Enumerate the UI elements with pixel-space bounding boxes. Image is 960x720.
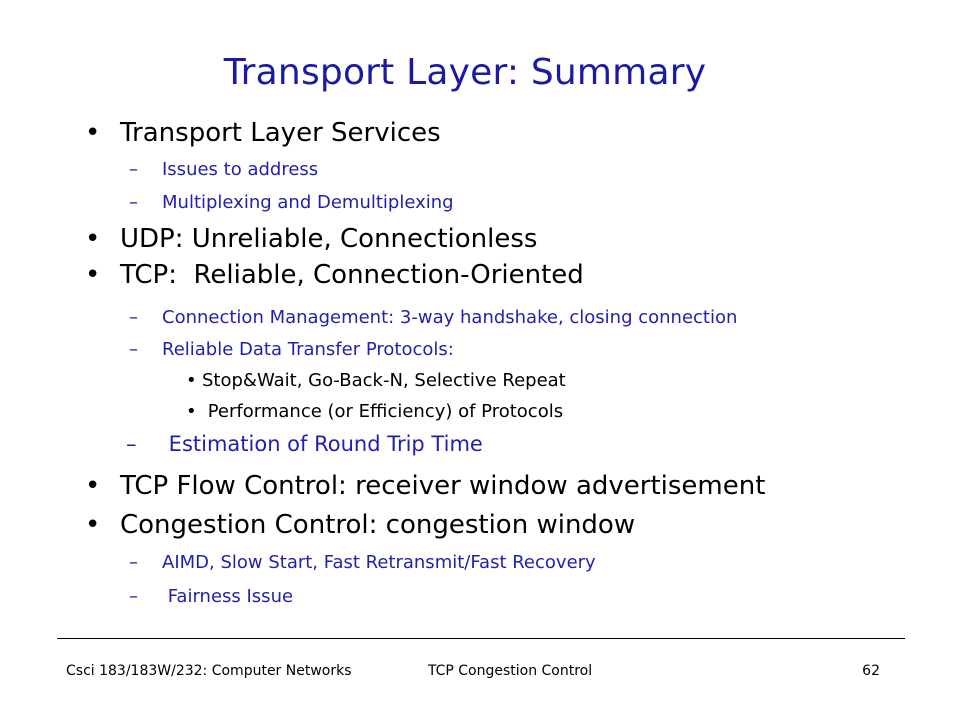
bullet-item xyxy=(85,471,766,501)
dash-marker: – xyxy=(129,552,138,573)
footer-divider xyxy=(57,638,905,639)
sub-sub-item-text: Stop&Wait, Go-Back-N, Selective Repeat xyxy=(202,370,566,391)
sub-item xyxy=(129,307,738,328)
dash-marker: – xyxy=(129,159,138,180)
sub-item-text: Reliable Data Transfer Protocols: xyxy=(162,339,454,360)
sub-item xyxy=(129,339,454,360)
sub-sub-item xyxy=(186,370,566,391)
bullet-marker: • xyxy=(85,510,101,540)
bullet-marker: • xyxy=(85,118,101,148)
bullet-marker: • xyxy=(85,224,101,254)
sub-item-text: Issues to address xyxy=(162,159,319,180)
bullet-marker: • xyxy=(186,370,197,391)
dash-marker: – xyxy=(129,586,138,607)
bullet-marker: • xyxy=(85,260,101,290)
sub-item-text: Connection Management: 3-way handshake, closing connection xyxy=(162,307,738,328)
sub-item-text: Estimation of Round Trip Time xyxy=(162,432,483,456)
bullet-text: TCP Flow Control: receiver window advertisement xyxy=(120,471,766,501)
dash-marker: – xyxy=(129,339,138,360)
sub-item xyxy=(129,552,596,573)
bullet-item xyxy=(85,224,538,254)
sub-item xyxy=(129,159,319,180)
bullet-marker: • xyxy=(186,401,197,422)
bullet-text: TCP: Reliable, Connection-Oriented xyxy=(120,260,584,290)
footer-page-number: 62 xyxy=(862,663,880,679)
sub-item-text: Fairness Issue xyxy=(162,586,294,607)
bullet-marker: • xyxy=(85,471,101,501)
footer-course: Csci 183/183W/232: Computer Networks xyxy=(66,663,352,679)
bullet-text: Congestion Control: congestion window xyxy=(120,510,636,540)
sub-sub-item-text: Performance (or Efficiency) of Protocols xyxy=(202,401,564,422)
sub-item xyxy=(129,586,294,607)
footer-topic: TCP Congestion Control xyxy=(427,663,593,679)
dash-marker: – xyxy=(129,192,138,213)
bullet-text: UDP: Unreliable, Connectionless xyxy=(120,224,538,254)
bullet-item xyxy=(85,510,636,540)
bullet-item xyxy=(85,260,584,290)
sub-sub-item xyxy=(186,401,564,422)
dash-marker: – xyxy=(126,432,137,456)
sub-item-text: AIMD, Slow Start, Fast Retransmit/Fast Recovery xyxy=(162,552,596,573)
sub-item-text: Multiplexing and Demultiplexing xyxy=(162,192,454,213)
bullet-item xyxy=(85,118,441,148)
bullet-text: Transport Layer Services xyxy=(120,118,441,148)
sub-item xyxy=(126,432,483,456)
slide-title: Transport Layer: Summary xyxy=(223,52,707,93)
dash-marker: – xyxy=(129,307,138,328)
sub-item xyxy=(129,192,454,213)
